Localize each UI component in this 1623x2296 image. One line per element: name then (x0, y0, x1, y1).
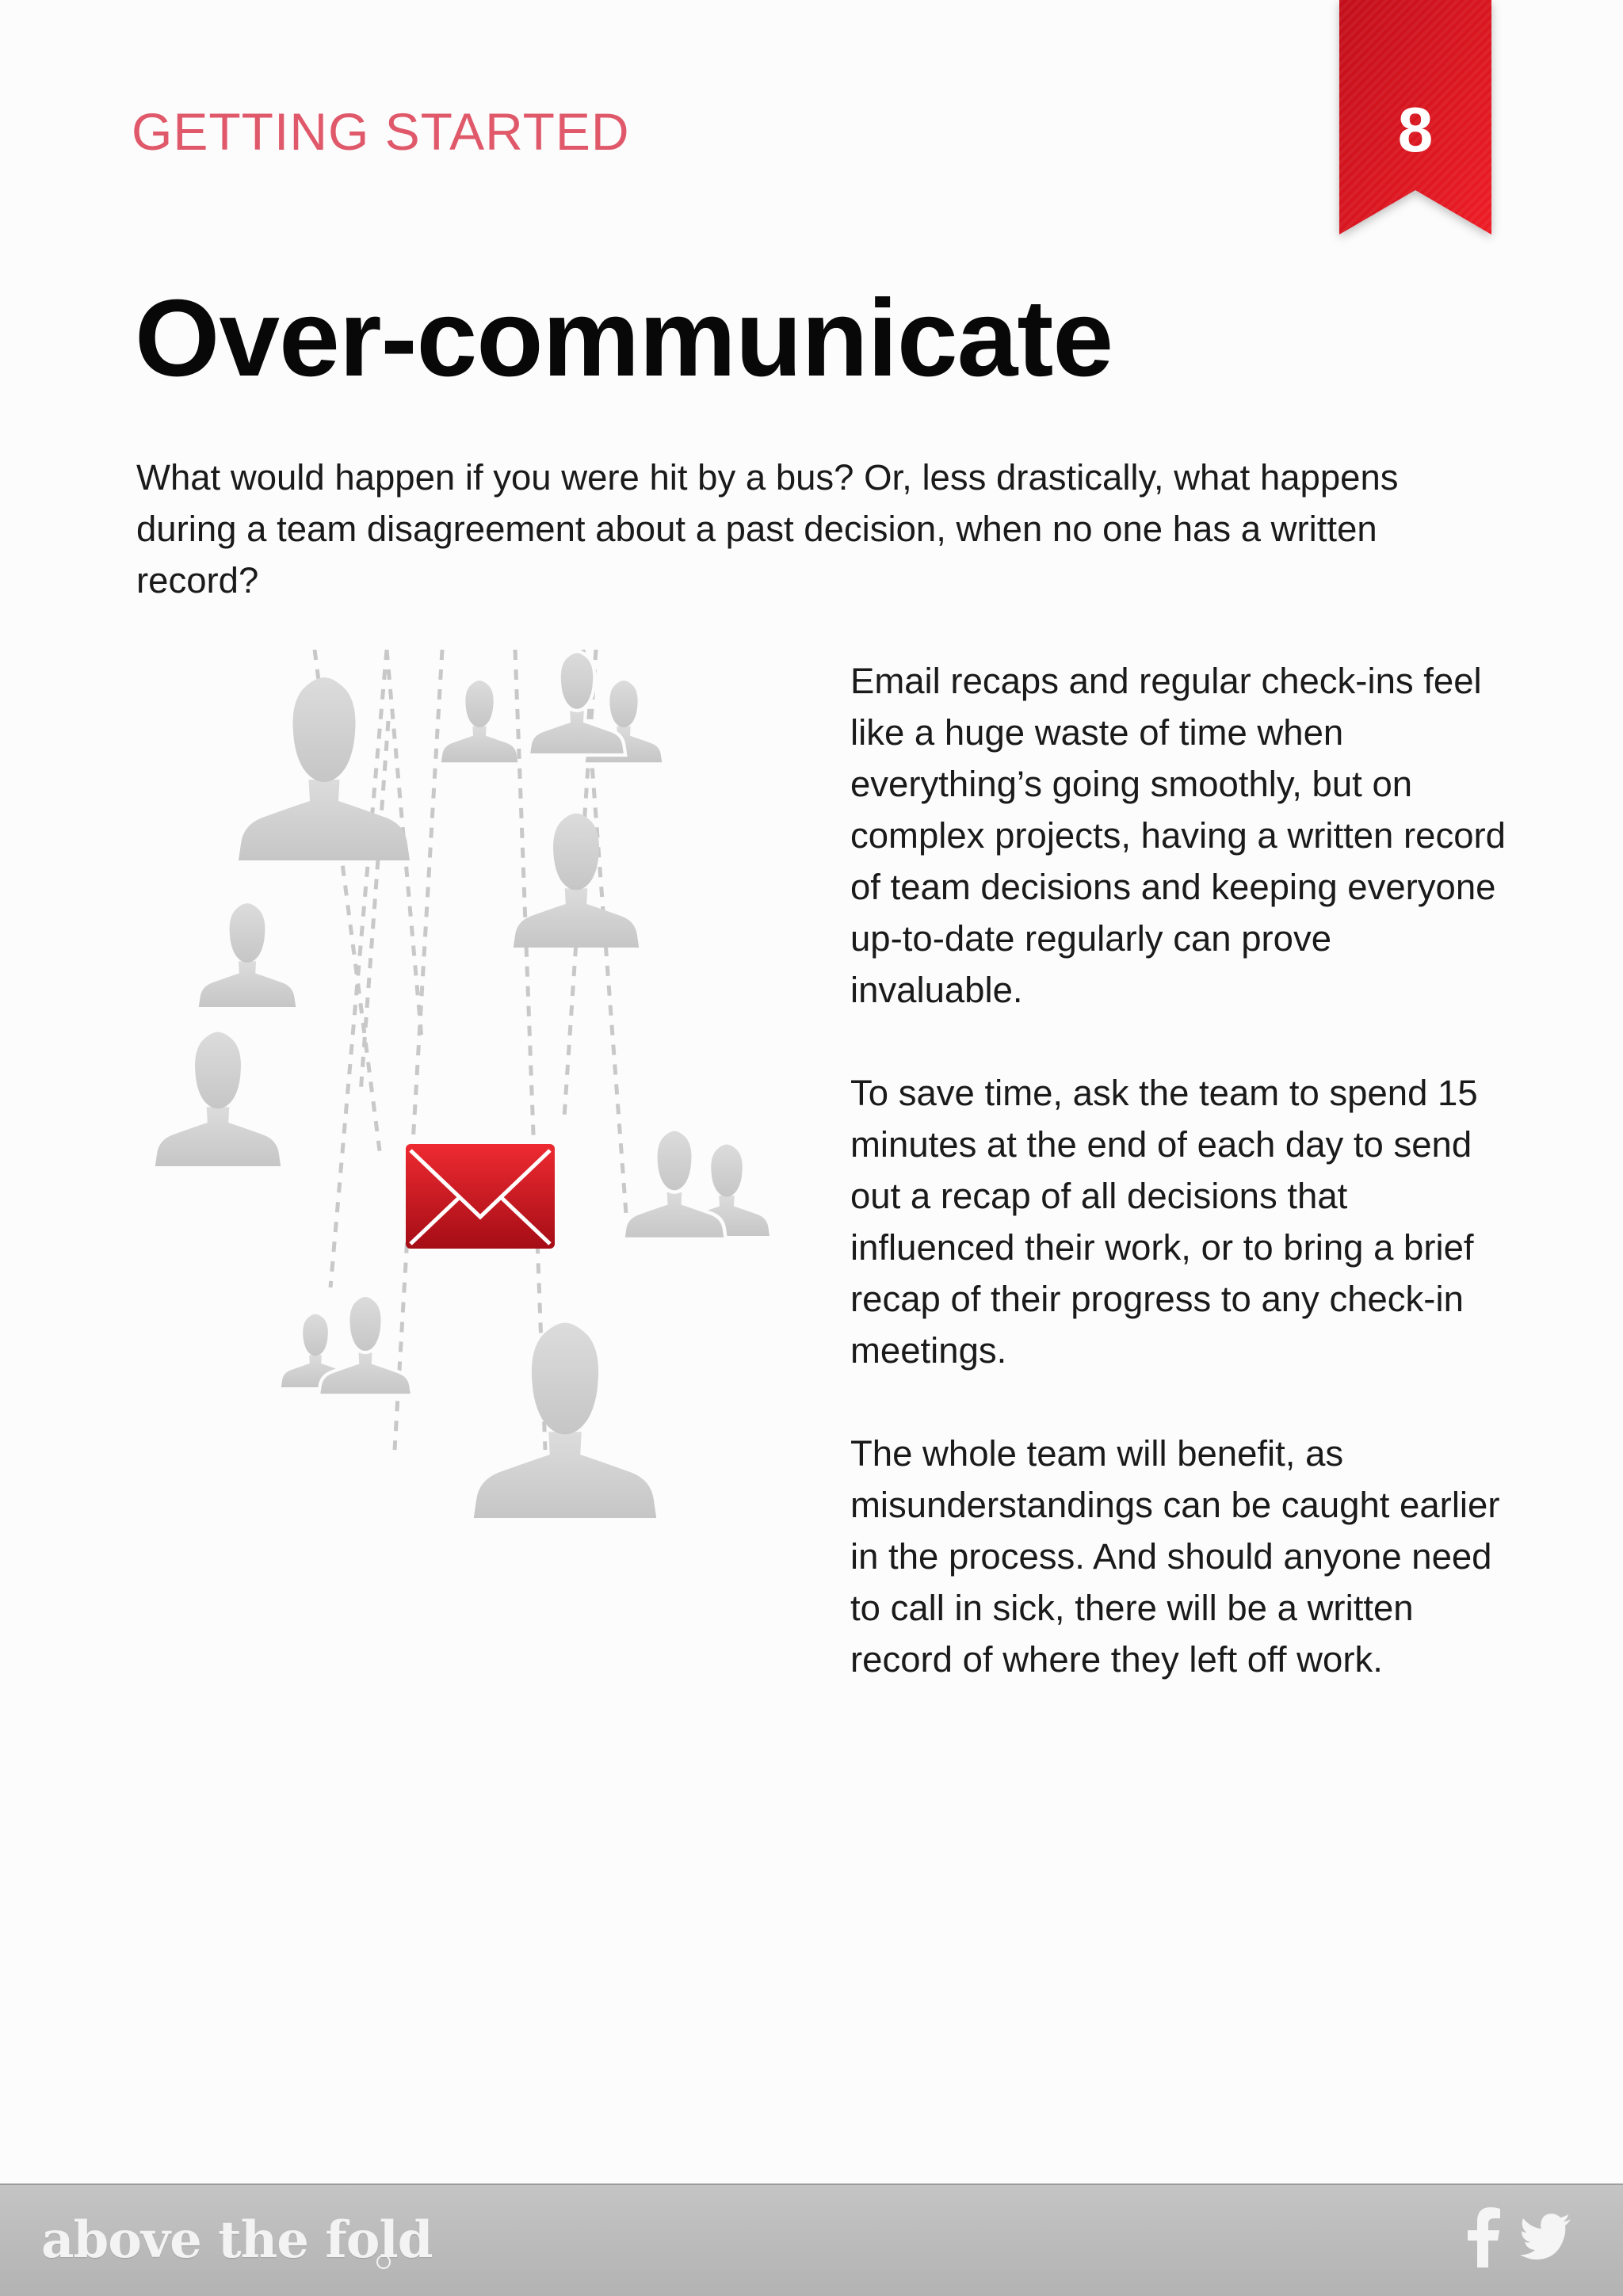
person-icon (514, 814, 639, 948)
intro-paragraph: What would happen if you were hit by a bus? Or, less drastically, what happens during a team disagreement about a past decision, when no one has a written record? (136, 457, 1399, 601)
body-text-column (850, 655, 1508, 1737)
registered-mark-icon (376, 2255, 391, 2269)
body-paragraph-2: To save time, ask the team to spend 15 minutes at the end of each day to send out a recap of all decisions that influenced their work, or to bring a brief recap of their progress to any check-in meetings. (850, 1073, 1478, 1371)
twitter-icon[interactable] (1520, 2214, 1571, 2260)
group-icon (281, 1295, 412, 1395)
person-icon (199, 903, 296, 1007)
group-icon (441, 651, 662, 762)
communication-network-illustration (127, 650, 777, 1743)
person-icon (155, 1032, 281, 1166)
envelope-icon (406, 1144, 555, 1249)
footer-bar (0, 2183, 1623, 2296)
group-icon (623, 1129, 769, 1239)
person-icon (474, 1323, 656, 1518)
facebook-icon[interactable] (1466, 2207, 1501, 2267)
brand-logo: above the fold (41, 2210, 433, 2270)
body-paragraph-1: Email recaps and regular check-ins feel like a huge waste of time when everything’s going smoothly, but on complex projects, having a written record of team decisions and keeping everyone up-to-date regularly can prove invaluable. (850, 661, 1506, 1010)
page-number: 8 (1397, 94, 1434, 165)
page-title: Over-communicate (135, 277, 1113, 399)
body-paragraph-3: The whole team will benefit, as misunderstandings can be caught earlier in the process. And should anyone need to call in sick, there will be a written record of where they left off work. (850, 1433, 1500, 1680)
section-title: GETTING STARTED (132, 102, 630, 161)
